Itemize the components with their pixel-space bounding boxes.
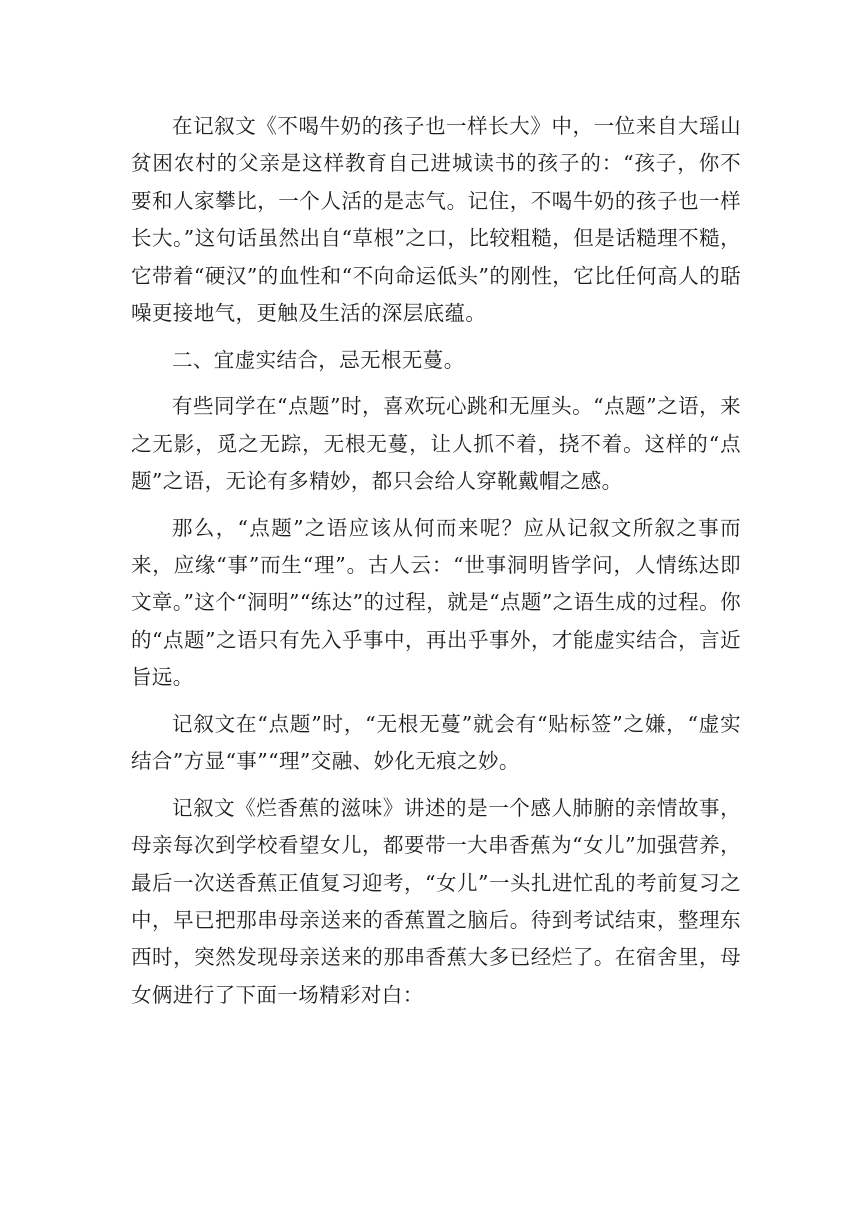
section-heading-two: 二、宜虚实结合，忌无根无蔓。 [172, 347, 465, 372]
paragraph-dianti-source: 那么，“点题”之语应该从何而来呢？应从记叙文所叙之事而来，应缘“事”而生“理”。古人云：“世事洞明皆学问，人情练达即文章。”这个“洞明”“练达”的过程，就是“点题”之语生成的过程。你的“点题”之语只有先入乎事中，再出乎事外，才能虚实结合，言近旨远。 [131, 515, 741, 690]
document-body [131, 108, 741, 1023]
paragraph-milk-story: 在记叙文《不喝牛奶的孩子也一样长大》中，一位来自大瑶山贫困农村的父亲是这样教育自己进城读书的孩子的：“孩子，你不要和人家攀比，一个人活的是志气。记住，不喝牛奶的孩子也一样长大。”这句话虽然出自“草根”之口，比较粗糙，但是话糙理不糙，它带着“硬汉”的血性和“不向命运低头”的刚性，它比任何高人的聒噪更接地气，更触及生活的深层底蕴。 [131, 114, 741, 326]
paragraph-dianti-problem: 有些同学在“点题”时，喜欢玩心跳和无厘头。“点题”之语，来之无影，觅之无踪，无根无蔓，让人抓不着，挠不着。这样的“点题”之语，无论有多精妙，都只会给人穿靴戴帽之感。 [131, 394, 741, 494]
paragraph-dianti-summary: 记叙文在“点题”时，“无根无蔓”就会有“贴标签”之嫌，“虚实结合”方显“事”“理”交融、妙化无痕之妙。 [131, 711, 741, 774]
paragraph-banana-story: 记叙文《烂香蕉的滋味》讲述的是一个感人肺腑的亲情故事，母亲每次到学校看望女儿，都要带一大串香蕉为“女儿”加强营养，最后一次送香蕉正值复习迎考，“女儿”一头扎进忙乱的考前复习之中，早已把那串母亲送来的香蕉置之脑后。待到考试结束，整理东西时，突然发现母亲送来的那串香蕉大多已经烂了。在宿舍里，母女俩进行了下面一场精彩对白： [131, 795, 741, 1007]
